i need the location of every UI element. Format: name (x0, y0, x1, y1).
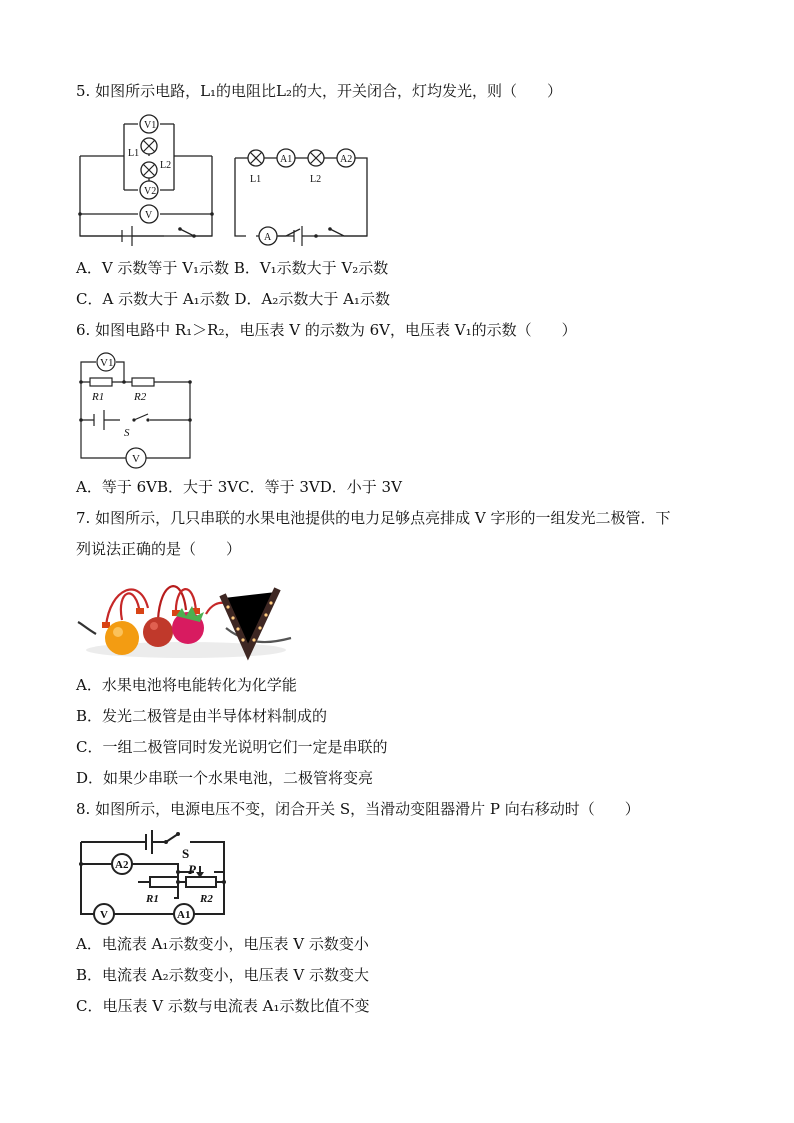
q5-l2-label: L2 (160, 160, 172, 171)
q6-r2-resistor (132, 378, 154, 386)
q8-r2-label: R2 (200, 893, 213, 905)
q7-option-c: C．一组二极管同时发光说明它们一定是串联的 (76, 738, 388, 756)
q7-option-b: B．发光二极管是由半导体材料制成的 (76, 707, 328, 725)
fruit-battery-photo (76, 568, 294, 662)
q5-v1-label: V1 (144, 120, 157, 131)
q8-a1-label: A1 (177, 909, 191, 921)
q8-option-a: A．电流表 A₁示数变小，电压表 V 示数变小 (76, 935, 369, 953)
q5-l2-label-right: L2 (310, 174, 322, 185)
q5-a1-label: A1 (280, 154, 293, 165)
q6-r1-resistor (90, 378, 112, 386)
q5-a2-label: A2 (340, 154, 353, 165)
q8-option-c: C．电压表 V 示数与电流表 A₁示数比值不变 (76, 997, 370, 1015)
q5-v2-label: V2 (144, 186, 157, 197)
q6-v1-label: V1 (100, 357, 114, 369)
q5-stem: 5. 如图所示电路，L₁的电阻比L₂的大，开关闭合，灯均发光，则（ ） (76, 82, 563, 100)
q5-v-label: V (145, 210, 153, 221)
q8-v-label: V (100, 909, 108, 921)
q8-r2-rheostat (186, 877, 216, 887)
q6-circuit-figure (76, 350, 196, 470)
q8-a2-label: A2 (115, 859, 129, 871)
q8-p-label: P (188, 862, 196, 877)
pomegranate-fruit (143, 617, 173, 647)
q8-circuit-figure (76, 828, 236, 926)
q5-options-line-1: A．V 示数等于 V₁示数 B．V₁示数大于 V₂示数 (76, 259, 389, 277)
q5-options-line-2: C．A 示数大于 A₁示数 D．A₂示数大于 A₁示数 (76, 290, 390, 308)
q5-l1-label-right: L1 (250, 174, 262, 185)
q8-stem: 8. 如图所示，电源电压不变，闭合开关 S，当滑动变阻器滑片 P 向右移动时（ ） (76, 800, 640, 818)
q7-stem-line-2: 列说法正确的是（ ） (76, 540, 242, 558)
q6-v-label: V (132, 453, 140, 465)
q5-a-label: A (264, 232, 272, 243)
q6-options: A．等于 6VB．大于 3VC．等于 3VD．小于 3V (76, 478, 402, 496)
q8-r1-resistor (150, 877, 178, 887)
q6-r1-label: R1 (92, 391, 105, 403)
q8-option-b: B．电流表 A₂示数变小，电压表 V 示数变大 (76, 966, 370, 984)
q6-s-label: S (124, 427, 130, 439)
q6-r2-label: R2 (134, 391, 147, 403)
q7-option-a: A．水果电池将电能转化为化学能 (76, 676, 297, 694)
q5-circuit-figure (76, 110, 376, 250)
q8-r1-label: R1 (146, 893, 159, 905)
q7-option-d: D．如果少串联一个水果电池，二极管将变亮 (76, 769, 374, 787)
q8-s-label: S (182, 846, 190, 861)
orange-fruit (105, 621, 139, 655)
q6-stem: 6. 如图电路中 R₁＞R₂，电压表 V 的示数为 6V，电压表 V₁的示数（ ） (76, 321, 577, 339)
q7-stem-line-1: 7. 如图所示，几只串联的水果电池提供的电力足够点亮排成 V 字形的一组发光二极管．下 (76, 509, 671, 527)
q5-l1-label: L1 (128, 148, 140, 159)
